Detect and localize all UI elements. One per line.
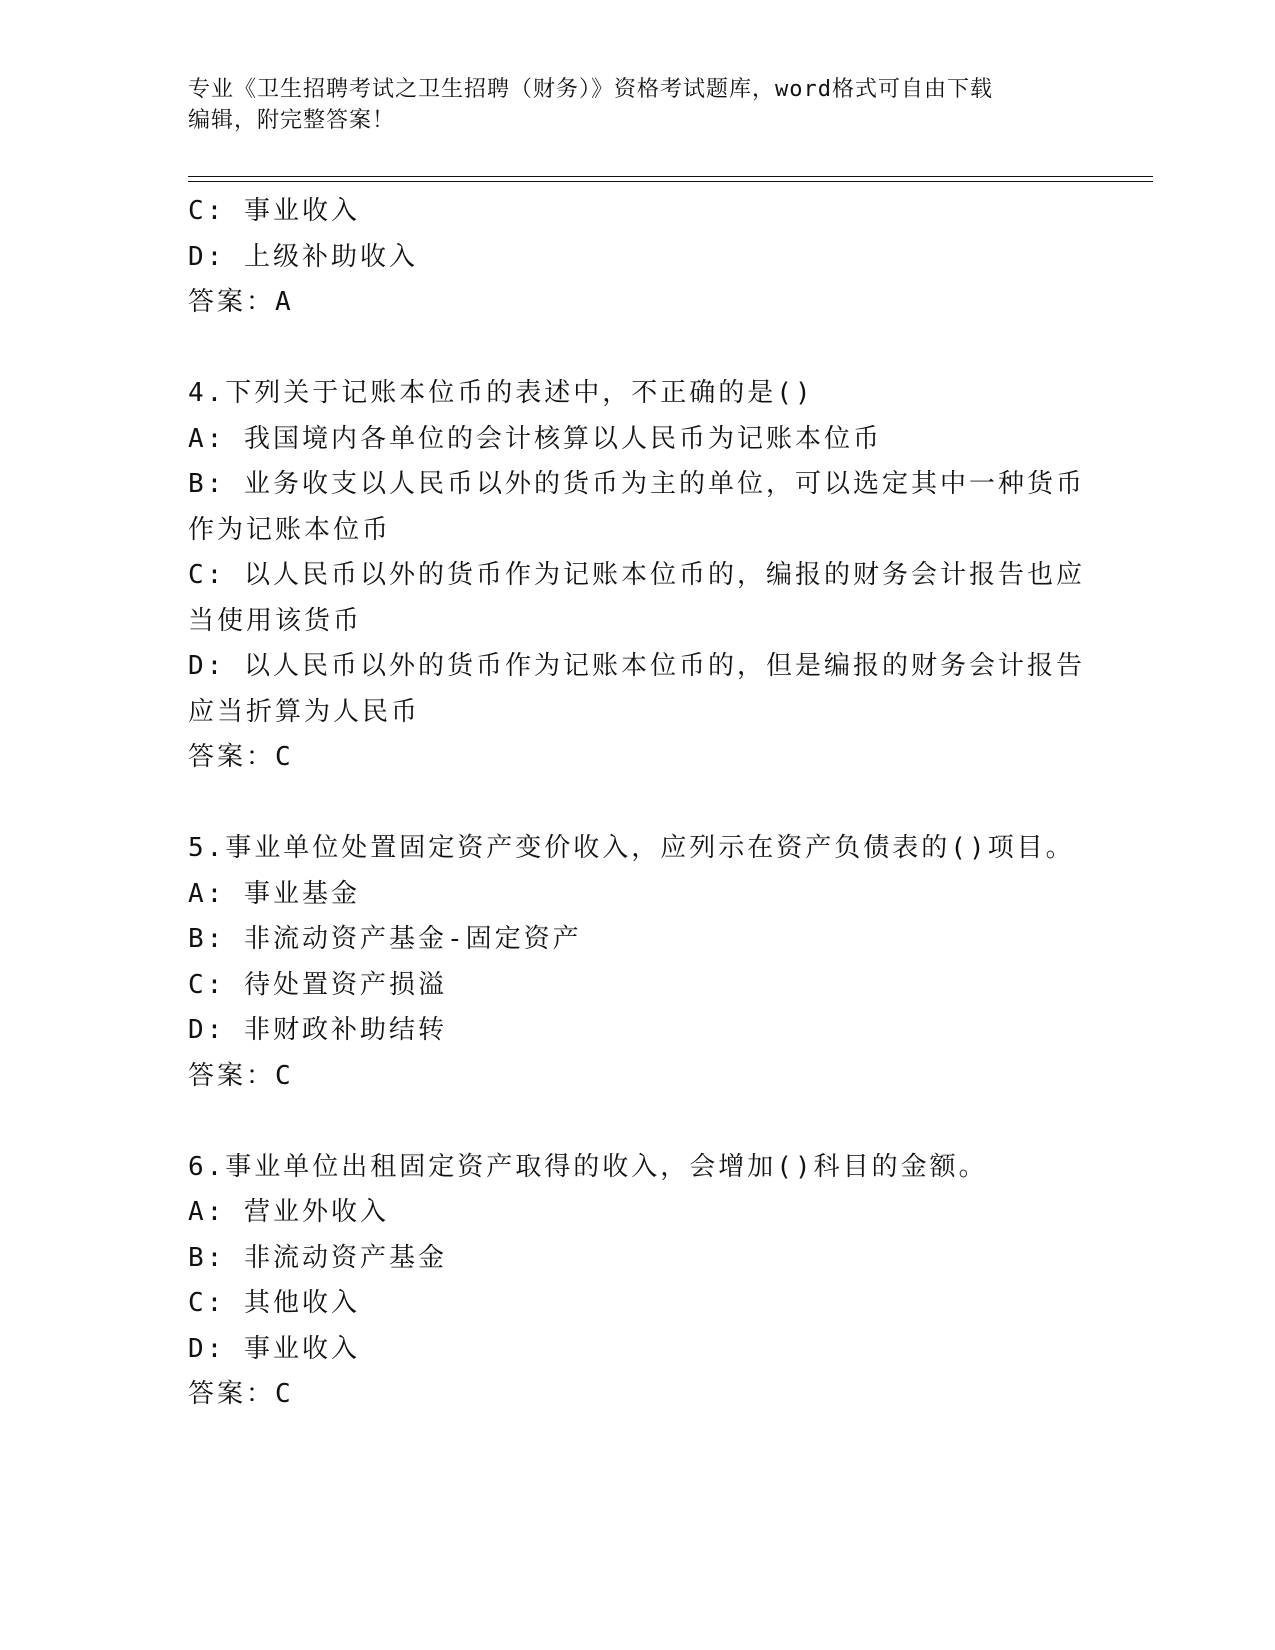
option-c: C: 待处置资产损溢 (188, 969, 447, 1000)
question-6 (188, 1145, 1088, 1418)
spacer (188, 781, 1088, 827)
option-b: B: 业务收支以人民币以外的货币为主的单位，可以选定其中一种货币 (188, 469, 1085, 499)
question-stem: 5.事业单位处置固定资产变价收入，应列示在资产负债表的()项目。 (188, 833, 1075, 863)
option-d: D: 以人民币以外的货币作为记账本位币的，但是编报的财务会计报告 (188, 651, 1085, 681)
option-d: D: 上级补助收入 (188, 241, 418, 272)
answer-line: 答案：A (188, 287, 294, 317)
answer-line: 答案：C (188, 1379, 294, 1409)
option-c: C: 其他收入 (188, 1288, 360, 1318)
option-b: B: 非流动资产基金-固定资产 (188, 924, 582, 954)
option-b: B: 非流动资产基金 (188, 1242, 447, 1273)
question-stem: 6.事业单位出租固定资产取得的收入，会增加()科目的金额。 (188, 1151, 988, 1182)
option-b-wrap: 作为记账本位币 (188, 514, 392, 545)
option-d-wrap: 应当折算为人民币 (188, 696, 421, 727)
answer-line: 答案：C (188, 742, 294, 772)
answer-line: 答案：C (188, 1060, 294, 1091)
header-divider-top (188, 176, 1153, 177)
option-a: A: 事业基金 (188, 878, 360, 909)
spacer (188, 326, 1088, 372)
option-c: C: 以人民币以外的货币作为记账本位币的，编报的财务会计报告也应 (188, 560, 1085, 590)
document-header (188, 74, 1088, 136)
question-5 (188, 826, 1088, 1099)
option-d: D: 事业收入 (188, 1333, 360, 1364)
spacer (188, 1099, 1088, 1145)
question-4 (188, 371, 1088, 781)
question-stem: 4.下列关于记账本位币的表述中，不正确的是() (188, 378, 814, 408)
option-c-wrap: 当使用该货币 (188, 605, 363, 636)
option-c: C: 事业收入 (188, 196, 360, 226)
question-list (188, 189, 1088, 1418)
option-a: A: 我国境内各单位的会计核算以人民币为记账本位币 (188, 423, 882, 454)
option-d: D: 非财政补助结转 (188, 1015, 447, 1045)
question-3-continued (188, 189, 1088, 326)
header-line-2: 编辑，附完整答案！ (188, 108, 396, 133)
option-a: A: 营业外收入 (188, 1197, 389, 1227)
header-line-1: 专业《卫生招聘考试之卫生招聘（财务）》资格考试题库，word格式可自由下载 (188, 77, 993, 102)
header-divider-bottom (188, 181, 1153, 182)
